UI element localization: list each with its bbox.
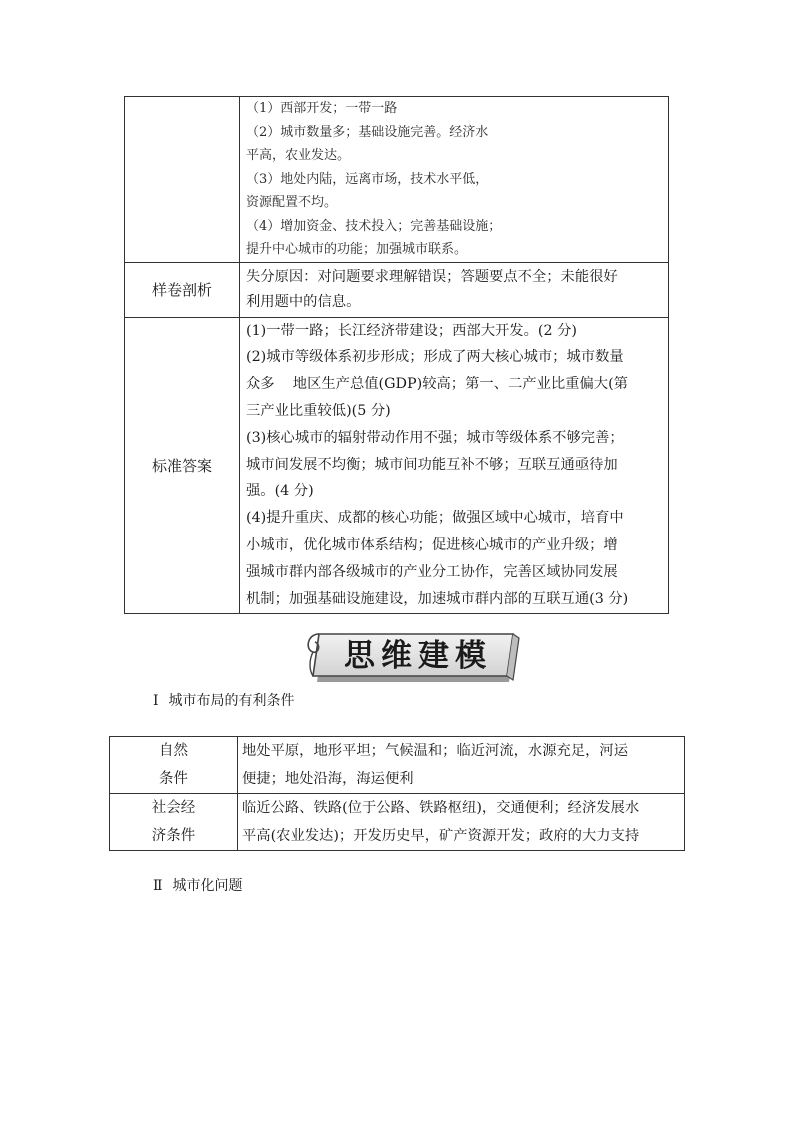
analysis-cell	[240, 262, 669, 317]
standard-answer-line: 机制；加强基础设施建设，加速城市群内部的互联互通(3 分)	[246, 590, 629, 607]
section-title: 城市布局的有利条件	[168, 693, 295, 709]
thinking-model-banner	[303, 630, 521, 685]
condition-line: 地处平原，地形平坦；气候温和；临近河流，水源充足，河运	[242, 743, 629, 759]
section-heading-2	[153, 875, 243, 895]
socioeconomic-conditions-label	[110, 794, 238, 851]
handwritten-line: 资源配置不均。	[246, 195, 338, 210]
handwritten-answer-label-cell	[125, 97, 240, 263]
analysis-line: 失分原因：对问题要求理解错误；答题要点不全；未能很好	[246, 268, 618, 285]
section-numeral: Ⅰ	[153, 693, 159, 709]
natural-conditions-label	[110, 737, 238, 794]
handwritten-line: 提升中心城市的功能；加强城市联系。	[246, 242, 468, 257]
handwritten-line: （4）增加资金、技术投入；完善基础设施；	[246, 218, 502, 234]
standard-answer-line: (3)核心城市的辐射带动作用不强；城市等级体系不够完善；	[246, 429, 624, 446]
condition-line: 平高(农业发达)；开发历史早，矿产资源开发；政府的大力支持	[242, 828, 640, 844]
standard-answer-line: 小城市，优化城市体系结构；促进核心城市的产业升级；增	[246, 536, 618, 553]
section-numeral: Ⅱ	[153, 878, 163, 894]
section-title: 城市化问题	[172, 878, 243, 894]
standard-answer-line: (2)城市等级体系初步形成；形成了两大核心城市；城市数量	[246, 349, 624, 366]
handwritten-line: （2）城市数量多；基础设施完善。经济水	[246, 124, 489, 140]
standard-answer-cell	[240, 317, 669, 613]
standard-answer-row	[125, 317, 669, 613]
label-line: 社会经	[151, 800, 196, 816]
natural-conditions-row	[110, 737, 685, 794]
socioeconomic-conditions-cell	[238, 794, 685, 851]
analysis-line: 利用题中的信息。	[246, 293, 361, 310]
standard-answer-line: (4)提升重庆、成都的核心功能；做强区域中心城市，培育中	[246, 510, 624, 527]
standard-answer-line: 强城市群内部各级城市的产业分工协作，完善区域协同发展	[246, 563, 618, 580]
standard-answer-line: 众多 地区生产总值(GDP)较高；第一、二产业比重偏大(第	[246, 376, 628, 393]
condition-line: 便捷；地处沿海，海运便利	[242, 771, 414, 787]
standard-answer-line: 三产业比重较低)(5 分)	[246, 403, 391, 419]
standard-answer-line: 强。(4 分)	[246, 483, 314, 500]
socioeconomic-conditions-row	[110, 794, 685, 851]
label-line: 济条件	[151, 828, 196, 844]
section-heading-1	[153, 690, 295, 710]
answer-analysis-table	[124, 96, 669, 614]
handwritten-answer-cell	[240, 97, 669, 263]
standard-answer-label: 标准答案	[125, 317, 240, 613]
standard-answer-line: (1)一带一路；长江经济带建设；西部大开发。(2 分)	[246, 322, 577, 339]
natural-conditions-cell	[238, 737, 685, 794]
favorable-conditions-table	[109, 736, 685, 851]
handwritten-line: 平高，农业发达。	[246, 148, 351, 163]
handwritten-line: （3）地处内陆，远离市场，技术水平低，	[246, 171, 489, 187]
handwritten-answer-row	[125, 97, 669, 263]
standard-answer-line: 城市间发展不均衡；城市间功能互补不够；互联互通亟待加	[246, 456, 618, 473]
handwritten-line: （1）西部开发；一带一路	[246, 101, 398, 116]
condition-line: 临近公路、铁路(位于公路、铁路枢纽)，交通便利；经济发展水	[242, 800, 640, 816]
analysis-label: 样卷剖析	[125, 262, 240, 317]
label-line: 自然	[159, 743, 188, 759]
analysis-row	[125, 262, 669, 317]
label-line: 条件	[159, 771, 188, 787]
banner-title: 思维建模	[344, 638, 492, 674]
